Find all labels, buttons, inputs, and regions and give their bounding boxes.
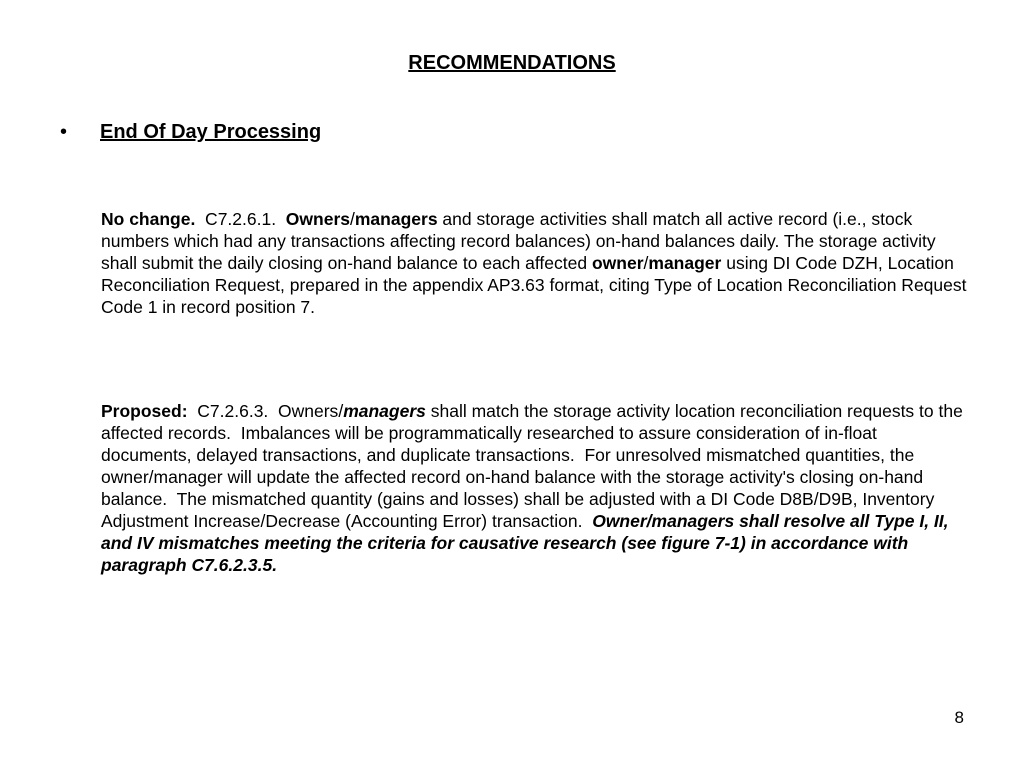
slash-text: / xyxy=(338,401,344,421)
body-text: shall match the storage activity location reconciliation requests to the affected records. Imbalances will be programmatically researched to assure consideration of in-float documents, delayed transactions, and duplicate transactions. For unresolved mismatched quantities, the owner/manager will update the affected record on-hand balance with the storage activity's closing on-hand balance. The mismatched quantity (gains and losses) shall be adjusted with a DI Code D8B/D9B, Inventory Adjustment Increase/Decrease (Accounting Error) transaction. xyxy=(101,401,968,531)
paragraph-reference: C7.2.6.3. xyxy=(187,401,279,421)
no-change-label: No change. xyxy=(101,209,196,229)
emphasis-text: Owner/managers shall resolve all Type I, II, and IV mismatches meeting the criteria for causative research (see figure 7-1) in accordance with paragraph C7.6.2.3.5. xyxy=(101,511,949,575)
current-policy-paragraph xyxy=(101,208,971,318)
proposed-policy-paragraph xyxy=(101,400,971,576)
bullet-icon: • xyxy=(60,121,68,143)
managers-text: managers xyxy=(343,401,426,421)
owners-text: Owners xyxy=(285,209,350,229)
slash-text: / xyxy=(643,253,649,273)
slash-text: / xyxy=(350,209,355,229)
manager-text: manager xyxy=(648,253,722,273)
page-number: 8 xyxy=(954,708,964,727)
bullet-heading: End Of Day Processing xyxy=(100,121,322,143)
body-text: and storage activities shall match all active record (i.e., stock numbers which had any transactions affecting record balances) on-hand balances daily. The storage activity shall submit the daily closing on-hand balance to each affected xyxy=(101,209,936,273)
bullet-item xyxy=(60,121,321,144)
proposed-label: Proposed: xyxy=(101,401,188,421)
slide-title: RECOMMENDATIONS xyxy=(408,52,616,74)
owners-text: Owners xyxy=(278,401,339,421)
managers-text: managers xyxy=(354,209,438,229)
owner-text: owner xyxy=(591,253,644,273)
paragraph-reference: C7.2.6.1. xyxy=(195,209,286,229)
body-text: using DI Code DZH, Location Reconciliation Request, prepared in the appendix AP3.63 format, citing Type of Location Reconciliation Request Code 1 in record position 7. xyxy=(101,253,967,317)
